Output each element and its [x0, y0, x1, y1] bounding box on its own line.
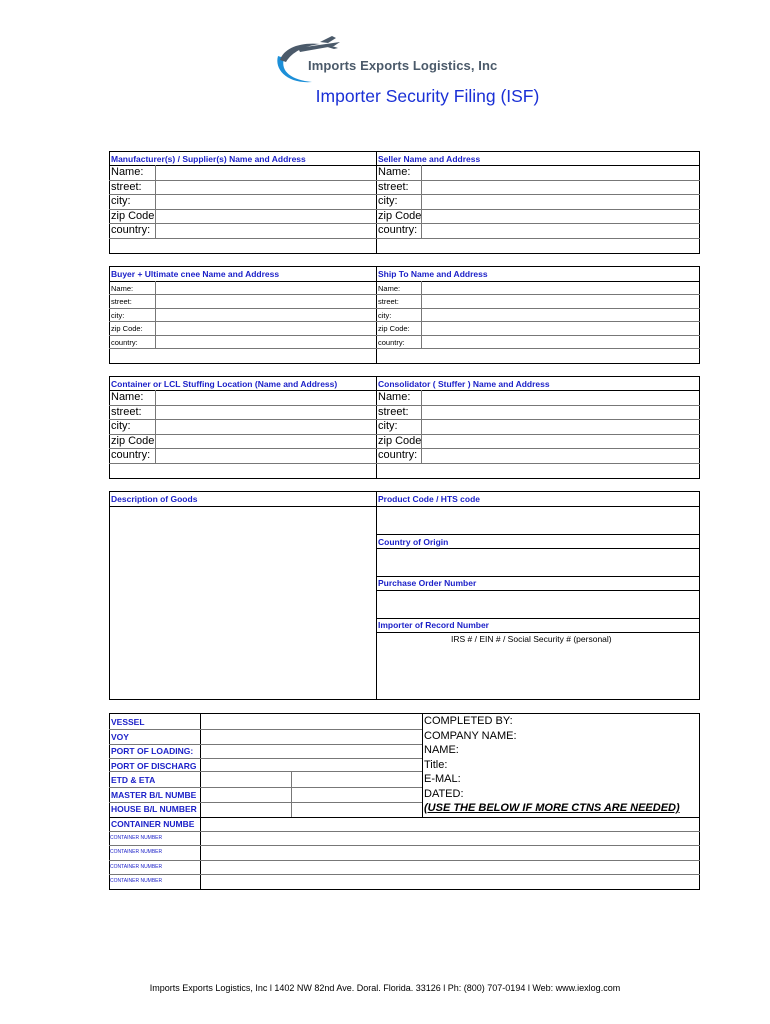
- consolidator-name-label: Name:: [378, 391, 411, 403]
- description-of-goods-header: Description of Goods: [111, 494, 198, 504]
- port-of-loading-label: PORT OF LOADING:: [111, 746, 194, 756]
- more-containers-note: (USE THE BELOW IF MORE CTNS ARE NEEDED): [424, 802, 680, 814]
- buyer-zip-label: zip Code:: [111, 324, 143, 333]
- container-number-small-3: CONTAINER NUMBER: [110, 864, 163, 870]
- shipto-country-label: country:: [378, 338, 405, 347]
- seller-country-label: country:: [378, 224, 418, 236]
- container-number-small-2: CONTAINER NUMBER: [110, 849, 163, 855]
- seller-street-label: street:: [378, 181, 409, 193]
- product-code-header: Product Code / HTS code: [378, 494, 481, 504]
- logo-wordmark: Imports Exports Logistics, Inc: [308, 58, 498, 73]
- name-label: NAME:: [424, 744, 459, 756]
- etd-eta-label: ETD & ETA: [111, 775, 156, 785]
- manufacturer-zip-label: zip Code: [111, 210, 155, 222]
- shipto-header: Ship To Name and Address: [378, 269, 488, 279]
- goods-section: [109, 491, 700, 700]
- consolidator-country-label: country:: [378, 449, 418, 461]
- shipto-city-label: city:: [378, 311, 392, 320]
- company-logo: [270, 30, 510, 88]
- manufacturer-name-label: Name:: [111, 166, 144, 178]
- buyer-street-label: street:: [111, 297, 132, 306]
- vessel-label: VESSEL: [111, 717, 145, 727]
- consolidator-city-label: city:: [378, 420, 398, 432]
- container-number-small-4: CONTAINER NUMBER: [110, 878, 163, 884]
- email-label: E-MAL:: [424, 773, 461, 785]
- stuffing-name-label: Name:: [111, 391, 144, 403]
- stuffing-street-label: street:: [111, 406, 142, 418]
- buyer-name-label: Name:: [111, 284, 134, 293]
- consolidator-street-label: street:: [378, 406, 409, 418]
- completed-by-label: COMPLETED BY:: [424, 715, 513, 727]
- container-number-label: CONTAINER NUMBE: [111, 819, 195, 829]
- manufacturer-street-label: street:: [111, 181, 142, 193]
- consolidator-header: Consolidator ( Stuffer ) Name and Address: [378, 379, 550, 389]
- manufacturer-header: Manufacturer(s) / Supplier(s) Name and Address: [111, 154, 306, 164]
- dated-label: DATED:: [424, 788, 464, 800]
- buyer-header: Buyer + Ultimate cnee Name and Address: [111, 269, 280, 279]
- title-label: Title:: [424, 759, 448, 771]
- stuffing-country-label: country:: [111, 449, 151, 461]
- shipto-zip-label: zip Code:: [378, 324, 410, 333]
- seller-header: Seller Name and Address: [378, 154, 481, 164]
- page-title: Importer Security Filing (ISF): [315, 86, 540, 106]
- stuffing-location-header: Container or LCL Stuffing Location (Name and Address): [111, 379, 338, 389]
- importer-record-note: IRS # / EIN # / Social Security # (personal): [451, 634, 612, 644]
- manufacturer-country-label: country:: [111, 224, 151, 236]
- stuffing-city-label: city:: [111, 420, 131, 432]
- shipto-name-label: Name:: [378, 284, 401, 293]
- seller-city-label: city:: [378, 195, 398, 207]
- seller-name-label: Name:: [378, 166, 411, 178]
- consolidator-zip-label: zip Code: [378, 435, 422, 447]
- container-number-small-1: CONTAINER NUMBER: [110, 835, 163, 841]
- master-bl-label: MASTER B/L NUMBE: [111, 790, 197, 800]
- buyer-city-label: city:: [111, 311, 125, 320]
- shipto-street-label: street:: [378, 297, 399, 306]
- port-of-discharge-label: PORT OF DISCHARG: [111, 761, 197, 771]
- house-bl-label: HOUSE B/L NUMBER: [111, 804, 197, 814]
- importer-record-header: Importer of Record Number: [378, 620, 489, 630]
- company-name-label: COMPANY NAME:: [424, 730, 517, 742]
- country-of-origin-header: Country of Origin: [378, 537, 449, 547]
- purchase-order-header: Purchase Order Number: [378, 578, 477, 588]
- stuffing-zip-label: zip Code: [111, 435, 155, 447]
- seller-zip-label: zip Code: [378, 210, 422, 222]
- voyage-label: VOY: [111, 732, 129, 742]
- manufacturer-city-label: city:: [111, 195, 131, 207]
- page-footer: Imports Exports Logistics, Inc l 1402 NW 82nd Ave. Doral. Florida. 33126 l Ph: (800) 707-0194 l Web: www.iexlog.com: [149, 983, 621, 993]
- buyer-country-label: country:: [111, 338, 138, 347]
